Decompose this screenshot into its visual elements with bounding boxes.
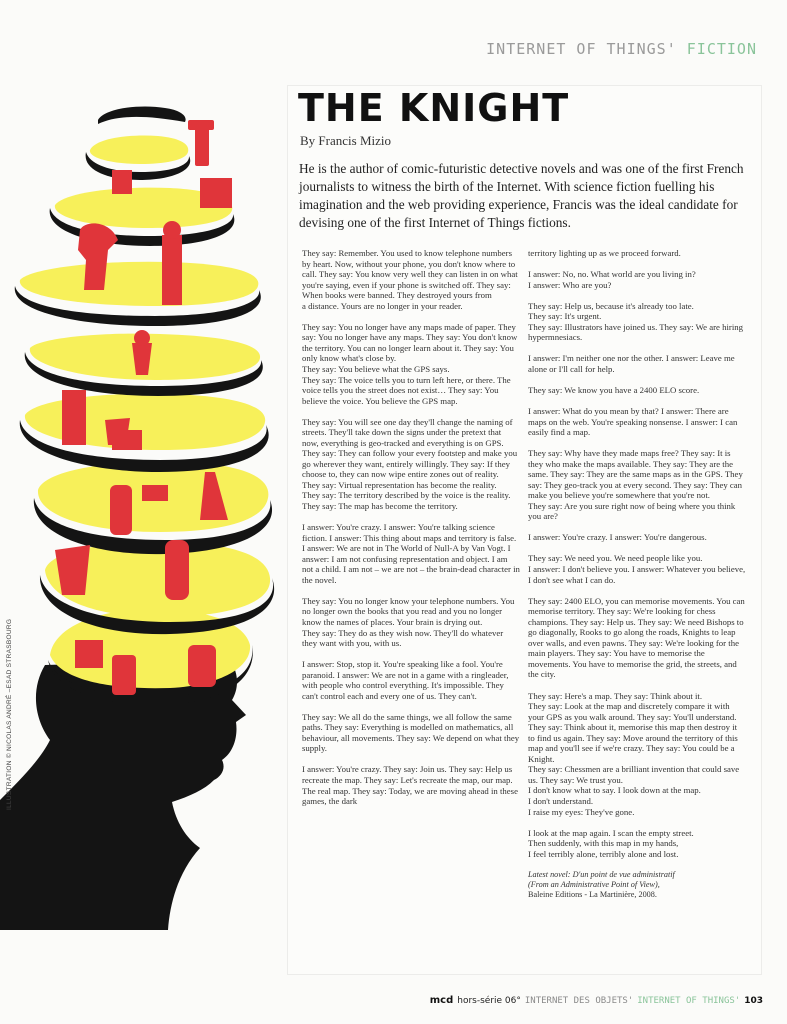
paragraph: They say: We need you. We need people like you. I answer: I don't believe you. I answer: Whatever you believe, I don't see what I can do. (528, 553, 746, 585)
paragraph: I answer: You're crazy. I answer: You're talking science fiction. I answer: This thing about maps and territory is false. I answer: We are not in The World of Null-A by Van Vogt. I answer: I am not confusing representation and object. I am not a child. I am not – we are not – the brain-dead character in the novel. (302, 522, 520, 585)
paragraph: territory lighting up as we proceed forward. (528, 248, 681, 258)
section-label-fr: INTERNET DES OBJETS' (524, 996, 634, 1006)
paragraph: They say: You no longer know your telephone numbers. You no longer own the books that you read and you no longer know the names of places. Your brain is drying out. They say: They do as they wish now. They'll do whatever they want with you, with us. (302, 595, 515, 649)
paragraph: I answer: You're crazy. I answer: You're dangerous. (528, 532, 707, 543)
disc-layers (15, 107, 274, 705)
article-title: THE KNIGHT (298, 86, 570, 130)
author-note (528, 870, 746, 900)
paragraph: I answer: Stop, stop it. You're speaking like a fool. You're paranoid. I answer: We are not in a game with a ringleader, with people who control everything. It's impossible. They can't control each and every one of us. They can't. (302, 659, 509, 701)
article-intro: He is the author of comic-futuristic detective novels and was one of the first French journalists to witness the birth of the Internet. With science fiction fuelling his imagination and the web providing experience, Francis was the ideal candidate for devising one of the first Internet of Things fictions. (299, 161, 744, 230)
paragraph: I answer: What do you mean by that? I answer: There are maps on the web. You're speaking nonsense. I answer: I can easily find a map. (528, 405, 738, 438)
byline: By Francis Mizio (300, 133, 391, 148)
note-line-1: Latest novel: D'un point de vue administratif (528, 869, 675, 879)
paragraph: They say: You no longer have any maps made of paper. They say: You no longer have any maps. They say: You don't know the territory. You can no longer learn about it. They say: You only know what's close by. They say: You believe what the GPS says. They say: The voice tells you to turn left here, or there. The voice tells you the street does not exist… They say: You believe the voice. You believe the GPS map. (302, 321, 518, 406)
text-column-left (302, 248, 520, 817)
paragraph: They say: Here's a map. They say: Think about it. They say: Look at the map and discretely compare it with your GPS as you walk around. They say: You'll understand. They say: Think about it, memorise this map then destroy it to find us again. They say: Move around the territory of this map and you'll see if we're crazy. They say: You could be a Knight. They say: Chessmen are a brilliant invention that could save us. They say: We trust you. I don't know what to say. I look down at the map. I don't understand. I raise my eyes: They've gone. (528, 690, 740, 817)
kicker-prefix: INTERNET OF THINGS' (486, 40, 677, 58)
paragraph: They say: We all do the same things, we all follow the same paths. They say: Everything is modelled on mathematics, all behaviour, all movements. They say: We depend on what they supply. (302, 711, 520, 754)
paragraph: They say: Why have they made maps free? They say: It is they who make the maps available. They say: They are the same. They say: They are the same maps as in the GPS. They say: They geo-track you at every second. They say: They can make you believe you're somewhere that you're not. They say: Are you sure right now of being where you think you are? (528, 448, 743, 522)
illustration-credit: ILLUSTRATION © NICOLAS ANDRÉ –ESAD STRASBOURG (6, 618, 13, 810)
magazine-name: mcd (429, 995, 454, 1006)
paragraph: I answer: No, no. What world are you living in? I answer: Who are you? (528, 269, 696, 290)
paragraph: They say: You will see one day they'll change the naming of streets. They'll take down the signs under the pretext that now, everything is geo-tracked and everything is on GPS. They say: They can follow your every footstep and make you go wherever they want, entirely willingly. They say: If they choose to, they can now wipe entire zones out of reality. They say: Virtual representation has become the reality. They say: The territory described by the voice is the reality. They say: The map has become the territory. (302, 416, 518, 512)
page-number: 103 (744, 996, 763, 1006)
paragraph: I answer: I'm neither one nor the other. I answer: Leave me alone or I'll call for help. (528, 353, 735, 374)
paragraph: They say: Remember. You used to know telephone numbers by heart. Now, without your phone, you don't know where to call. They say: You know very well they can listen in on what you're saying, even if your phone is switched off. They say: When books were banned. They destroyed yours from a distance. Yours are no longer in your reader. (302, 248, 518, 311)
note-line-3: Baleine Editions - La Martinière, 2008. (528, 889, 657, 899)
paragraph: I look at the map again. I scan the empty street. Then suddenly, with this map in my hands, I feel terribly alone, terribly alone and lost. (528, 827, 694, 859)
section-kicker (486, 40, 757, 58)
text-column-right (528, 248, 746, 900)
page-footer (430, 995, 763, 1006)
kicker-suffix: FICTION (686, 40, 757, 58)
paragraph: They say: 2400 ELO, you can memorise movements. You can memorise territory. They say: We're looking for chess champions. They say: Help us. They say: We need Bishops to go diagonally, Rooks to go along the roads, Knights to leap over walls, and even pawns. They say: We're looking for the main players. They say: You have to memorise the movements. You have to memorise the grid, the streets, and the city. (528, 595, 745, 680)
chess-head-illustration (0, 100, 290, 930)
note-line-2: (From an Administrative Point of View), (528, 879, 660, 889)
section-label-en: INTERNET OF THINGS' (637, 996, 741, 1006)
paragraph: They say: Help us, because it's already too late. They say: It's urgent. They say: Illustrators have joined us. They say: We are hiring hypermnesiacs. (528, 300, 743, 343)
paragraph: They say: We know you have a 2400 ELO score. (528, 384, 700, 395)
paragraph: I answer: You're crazy. They say: Join us. They say: Help us recreate the map. They say: Let's recreate the map, our map. The real map. They say: Today, we are moving ahead in these games, the dark (302, 764, 518, 807)
issue-label: hors-série 06° (457, 996, 521, 1006)
